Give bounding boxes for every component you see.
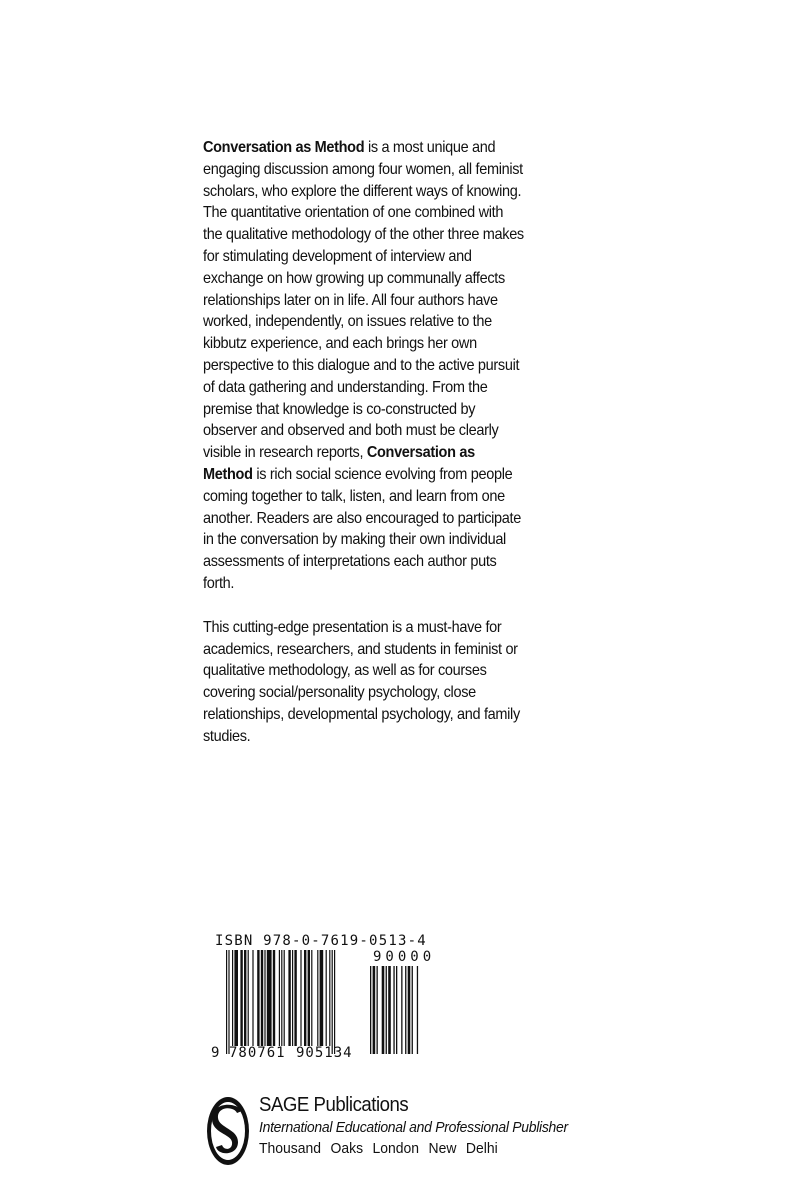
isbn-label: ISBN 978-0-7619-0513-4 [215, 933, 427, 949]
publisher-tagline: International Educational and Professional Publisher [259, 1119, 568, 1136]
book-title: Conversation as Method [203, 444, 475, 483]
publisher-name: SAGE Publications [259, 1094, 409, 1116]
isbn-barcode [226, 950, 362, 1054]
blurb-paragraph-2: This cutting-edge presentation is a must-have for academics, researchers, and students in feminist or qualitative methodology, as well as for courses covering social/personality psychology, close relationships, developmental psychology, and family studies. [203, 618, 520, 745]
blurb-text: is rich social science evolving from people coming together to talk, listen, and learn from one another. Readers are also encouraged to participate in the conversation by making their own individual assessments of interpretations each author puts forth. [203, 465, 521, 592]
back-cover-blurb [203, 137, 524, 748]
sage-s-logo-icon [204, 1093, 252, 1167]
barcode-addon-digits: 90000 [373, 949, 436, 965]
blurb-paragraph-1 [203, 137, 524, 595]
price-addon-barcode [370, 966, 436, 1054]
blurb-text: is a most unique and engaging discussion among four women, all feminist scholars, who explore the different ways of knowing. The quantitative orientation of one combined with the qualitative methodology of the other three makes for stimulating development of interview and exchange on how growing up communally affects relationships later on in life. All four authors have worked, independently, on issues relative to the kibbutz experience, and each brings her own perspective to this dialogue and to the active pursuit of data gathering and understanding. From the premise that knowledge is co-constructed by observer and observed and both must be clearly visible in research reports, [203, 139, 524, 462]
publisher-cities: Thousand Oaks London New Delhi [259, 1140, 498, 1157]
barcode-digits-right: 905134 [296, 1045, 353, 1061]
barcode-digits-left: 780761 [229, 1045, 286, 1061]
barcode-digit-first: 9 [211, 1045, 221, 1061]
book-title: Conversation as Method [203, 139, 365, 156]
